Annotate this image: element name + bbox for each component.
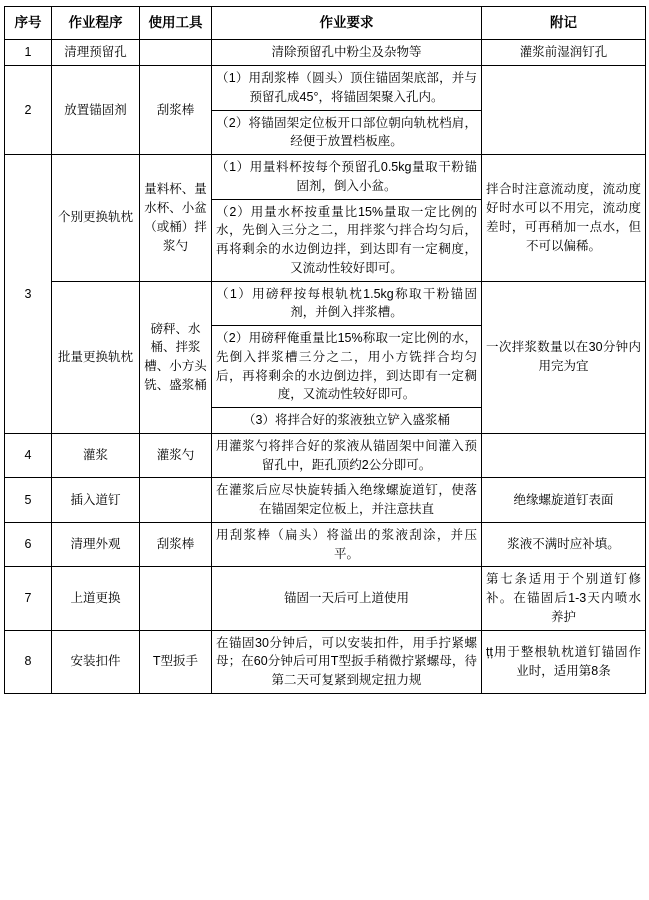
cell-procedure: 插入道钉: [52, 478, 140, 523]
table-row: [5, 155, 646, 200]
cell-tool: 刮浆棒: [140, 522, 212, 567]
column-header-requirements: 作业要求: [212, 7, 482, 40]
cell-requirement: 用刮浆棒（扁头）将溢出的浆液刮涂，并压平。: [212, 522, 482, 567]
cell-tool-batch: 磅秤、水桶、拌浆槽、小方头铣、盛浆桶: [140, 281, 212, 433]
cell-tool: T型扳手: [140, 630, 212, 693]
cell-requirement: 在锚固30分钟后，可以安装扣件，用手拧紧螺母；在60分钟后可用T型扳手稍微拧紧螺母，待第二天可复紧到规定扭力规: [212, 630, 482, 693]
cell-note: [482, 433, 646, 478]
cell-requirement: （2）将锚固架定位板开口部位朝向轨枕档肩，经便于放置档板座。: [212, 110, 482, 155]
cell-no: 1: [5, 40, 52, 66]
table-row: [5, 567, 646, 630]
table-row: [5, 522, 646, 567]
cell-procedure: 清理外观: [52, 522, 140, 567]
cell-procedure: 安装扣件: [52, 630, 140, 693]
cell-requirement: （3）将拌合好的浆液独立铲入盛浆桶: [212, 408, 482, 434]
cell-no: 3: [5, 155, 52, 434]
cell-tool: [140, 567, 212, 630]
cell-no: 4: [5, 433, 52, 478]
cell-procedure: 放置锚固剂: [52, 66, 140, 155]
cell-no: 2: [5, 66, 52, 155]
cell-procedure: 上道更换: [52, 567, 140, 630]
cell-procedure-individual: 个别更换轨枕: [52, 155, 140, 282]
cell-no: 5: [5, 478, 52, 523]
cell-note: 绝缘螺旋道钉表面: [482, 478, 646, 523]
cell-note: [482, 66, 646, 155]
cell-requirement: （1）用磅秤按每根轨枕1.5kg称取干粉锚固剂，并倒入拌浆槽。: [212, 281, 482, 326]
cell-note: 第七条适用于个别道钉修补。在锚固后1-3天内喷水养护: [482, 567, 646, 630]
table-row: [5, 433, 646, 478]
table-row: [5, 478, 646, 523]
cell-no: 7: [5, 567, 52, 630]
cell-procedure: 清理预留孔: [52, 40, 140, 66]
cell-tool: [140, 40, 212, 66]
cell-requirement: 在灌浆后应尽快旋转插入绝缘螺旋道钉，使落在锚固架定位板上，并注意扶直: [212, 478, 482, 523]
cell-tool: 刮浆棒: [140, 66, 212, 155]
cell-tool-individual: 量料杯、量水杯、小盆（或桶）拌浆勺: [140, 155, 212, 282]
cell-note-batch: 一次拌浆数量以在30分钟内用完为宜: [482, 281, 646, 433]
table-header-row: [5, 7, 646, 40]
cell-procedure: 灌浆: [52, 433, 140, 478]
cell-no: 8: [5, 630, 52, 693]
cell-tool: [140, 478, 212, 523]
table-row: [5, 630, 646, 693]
cell-note: 灌浆前湿润钉孔: [482, 40, 646, 66]
cell-requirement: 锚固一天后可上道使用: [212, 567, 482, 630]
cell-procedure-batch: 批量更换轨枕: [52, 281, 140, 433]
column-header-procedure: 作业程序: [52, 7, 140, 40]
cell-tool: 灌浆勺: [140, 433, 212, 478]
procedure-table: [4, 6, 646, 694]
cell-requirement: （1）用刮浆棒（圆头）顶住锚固架底部，并与预留孔成45°，将锚固架聚入孔内。: [212, 66, 482, 111]
cell-requirement: （2）用磅秤俺重量比15%称取一定比例的水，先倒入拌浆槽三分之二，用小方铣拌合均匀后，再将剩余的水边倒边拌，到达即有一定稠度，又流动性较好即可。: [212, 326, 482, 408]
cell-no: 6: [5, 522, 52, 567]
cell-requirement: 用灌浆勺将拌合好的浆液从锚固架中间灌入预留孔中，距孔顶约2公分即可。: [212, 433, 482, 478]
column-header-no: 序号: [5, 7, 52, 40]
cell-requirement: 清除预留孔中粉尘及杂物等: [212, 40, 482, 66]
cell-requirement: （1）用量料杯按每个预留孔0.5kg量取干粉锚固剂，倒入小盆。: [212, 155, 482, 200]
column-header-tool: 使用工具: [140, 7, 212, 40]
column-header-note: 附记: [482, 7, 646, 40]
cell-requirement: （2）用量水杯按重量比15%量取一定比例的水，先倒入三分之二，用拌浆勺拌合均匀后，再将剩余的水边倒边拌，到达即有一定稠度，又流动性较好即可。: [212, 199, 482, 281]
table-row: [5, 66, 646, 111]
cell-note-individual: 拌合时注意流动度，流动度好时水可以不用完，流动度差时，可再稍加一点水，但不可以偏稀。: [482, 155, 646, 282]
cell-note: 浆液不满时应补填。: [482, 522, 646, 567]
cell-note: țț用于整根轨枕道钉锚固作业时，适用第8条: [482, 630, 646, 693]
table-row: [5, 40, 646, 66]
table-row: [5, 281, 646, 326]
